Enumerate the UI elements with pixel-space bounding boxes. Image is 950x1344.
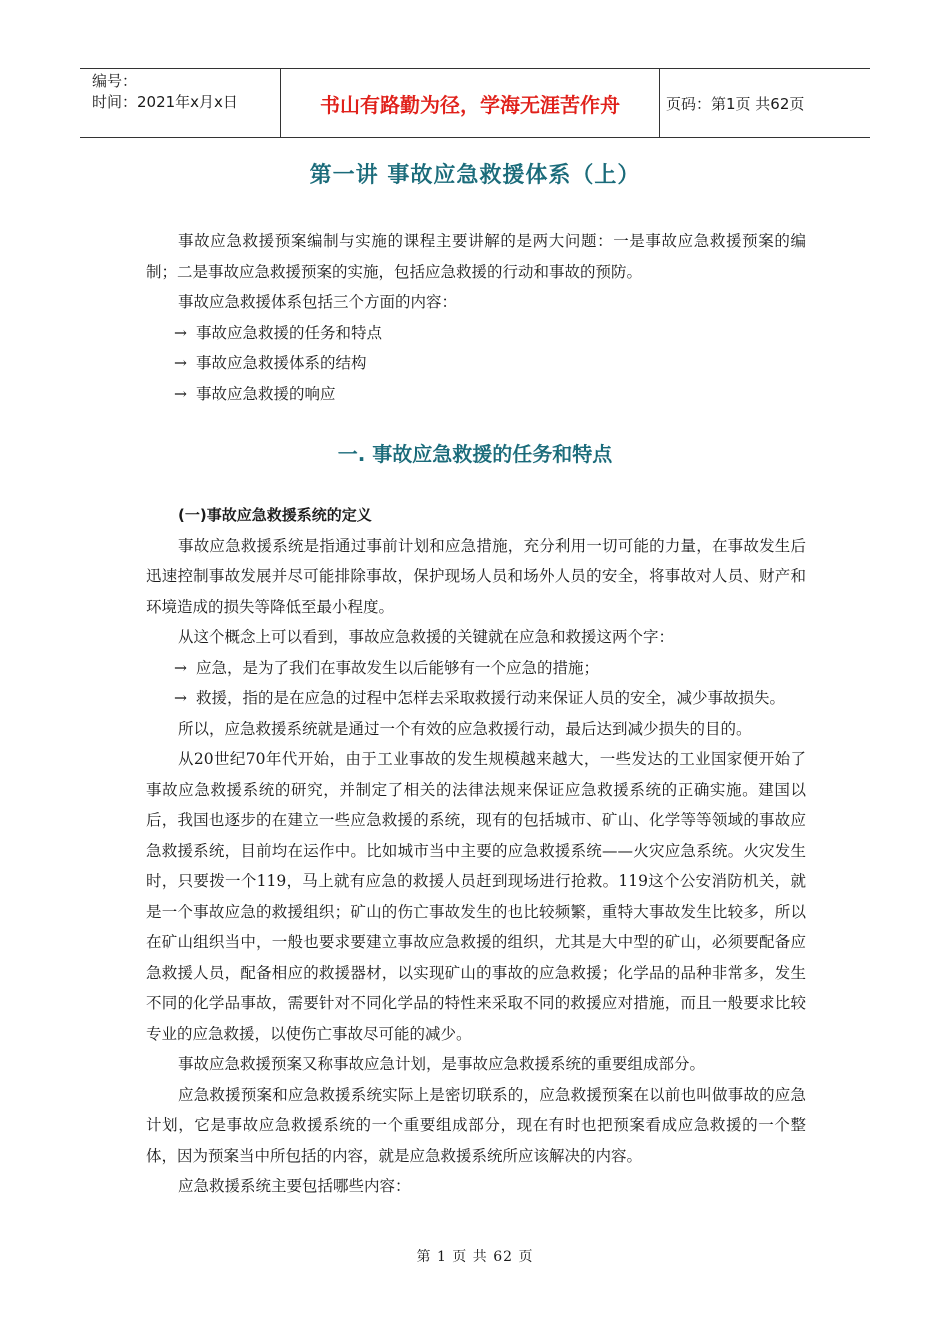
arrow-icon: → xyxy=(174,658,187,677)
intro-paragraph-2: 事故应急救援体系包括三个方面的内容： xyxy=(178,293,458,311)
arrow-icon: → xyxy=(174,689,187,707)
body-paragraph: 从这个概念上可以看到，事故应急救援的关键就在应急和救援这两个字： xyxy=(178,628,675,646)
page-footer: 第 1 页 共 62 页 xyxy=(416,1249,534,1265)
time-label: 时间：2021年x月x日 xyxy=(92,93,238,111)
section-body xyxy=(146,500,806,1202)
lecture-title: 第一讲 事故应急救援体系（上） xyxy=(309,163,641,188)
header-meta xyxy=(80,69,280,137)
header-motto: 书山有路勤为径，学海无涯苦作舟 xyxy=(280,69,660,137)
arrow-icon: → xyxy=(174,384,187,403)
body-paragraph: 所以，应急救援系统就是通过一个有效的应急救援行动，最后达到减少损失的目的。 xyxy=(178,719,752,738)
body-paragraph: 从20世纪70年代开始，由于工业事故的发生规模越来越大，一些发达的工业国家便开始了事故应急救援系统的研究，并制定了相关的法律法规来保证应急救援系统的正确实施。建国以后，我国也逐步的在建立一些应急救援的系统，现有的包括城市、矿山、化学等等领域的事故应急救援系统，目前均在运作中。比如城市当中主要的应急救援系统——火灾应急系统。火灾发生时，只要拨一个119，马上就有应急的救援人员赶到现场进行抢救。119这个公安消防机关，就是一个事故应急的救援组织；矿山的伤亡事故发生的也比较频繁，重特大事故发生比较多，所以在矿山组织当中，一般也要求要建立事故应急救援的组织，尤其是大中型的矿山，必须要配备应急救援人员，配备相应的救援器材，以实现矿山的事故的应急救援；化学品的品种非常多，发生不同的化学品事故，需要针对不同化学品的特性来采取不同的救援应对措施，而且一般要求比较专业的应急救援，以使伤亡事故尽可能的减少。 xyxy=(146,750,806,1043)
intro-list-item: → 事故应急救援的响应 xyxy=(146,379,806,410)
body-paragraph: 应急救援系统主要包括哪些内容： xyxy=(178,1177,411,1195)
body-paragraph: 事故应急救援预案又称事故应急计划，是事故应急救援系统的重要组成部分。 xyxy=(178,1055,706,1073)
intro-list-item: → 事故应急救援的任务和特点 xyxy=(146,318,806,349)
intro-list-item: → 事故应急救援体系的结构 xyxy=(146,348,806,379)
intro-block xyxy=(146,226,806,409)
subsection-heading: (一)事故应急救援系统的定义 xyxy=(178,506,372,524)
doc-number-label: 编号： xyxy=(92,72,138,90)
intro-paragraph-1: 事故应急救援预案编制与实施的课程主要讲解的是两大问题：一是事故应急救援预案的编制；二是事故应急救援预案的实施，包括应急救援的行动和事故的预防。 xyxy=(146,232,806,281)
header-page-label: 页码：第1页 共62页 xyxy=(666,94,805,113)
page-header xyxy=(80,68,870,138)
body-paragraph: 事故应急救援系统是指通过事前计划和应急措施，充分利用一切可能的力量，在事故发生后迅速控制事故发展并尽可能排除事故，保护现场人员和场外人员的安全，将事故对人员、财产和环境造成的损失等降低至最小程度。 xyxy=(146,536,806,616)
arrow-icon: → xyxy=(174,354,187,372)
bullet-item: → 救援，指的是在应急的过程中怎样去采取救援行动来保证人员的安全，减少事故损失。 xyxy=(146,683,806,714)
section-title: 一. 事故应急救援的任务和特点 xyxy=(337,442,613,466)
body-paragraph: 应急救援预案和应急救援系统实际上是密切联系的，应急救援预案在以前也叫做事故的应急计划，它是事故应急救援系统的一个重要组成部分，现在有时也把预案看成应急救援的一个整体，因为预案当中所包括的内容，就是应急救援系统所应该解决的内容。 xyxy=(146,1085,806,1165)
bullet-item: → 应急，是为了我们在事故发生以后能够有一个应急的措施； xyxy=(146,653,806,684)
arrow-icon: → xyxy=(174,323,187,342)
